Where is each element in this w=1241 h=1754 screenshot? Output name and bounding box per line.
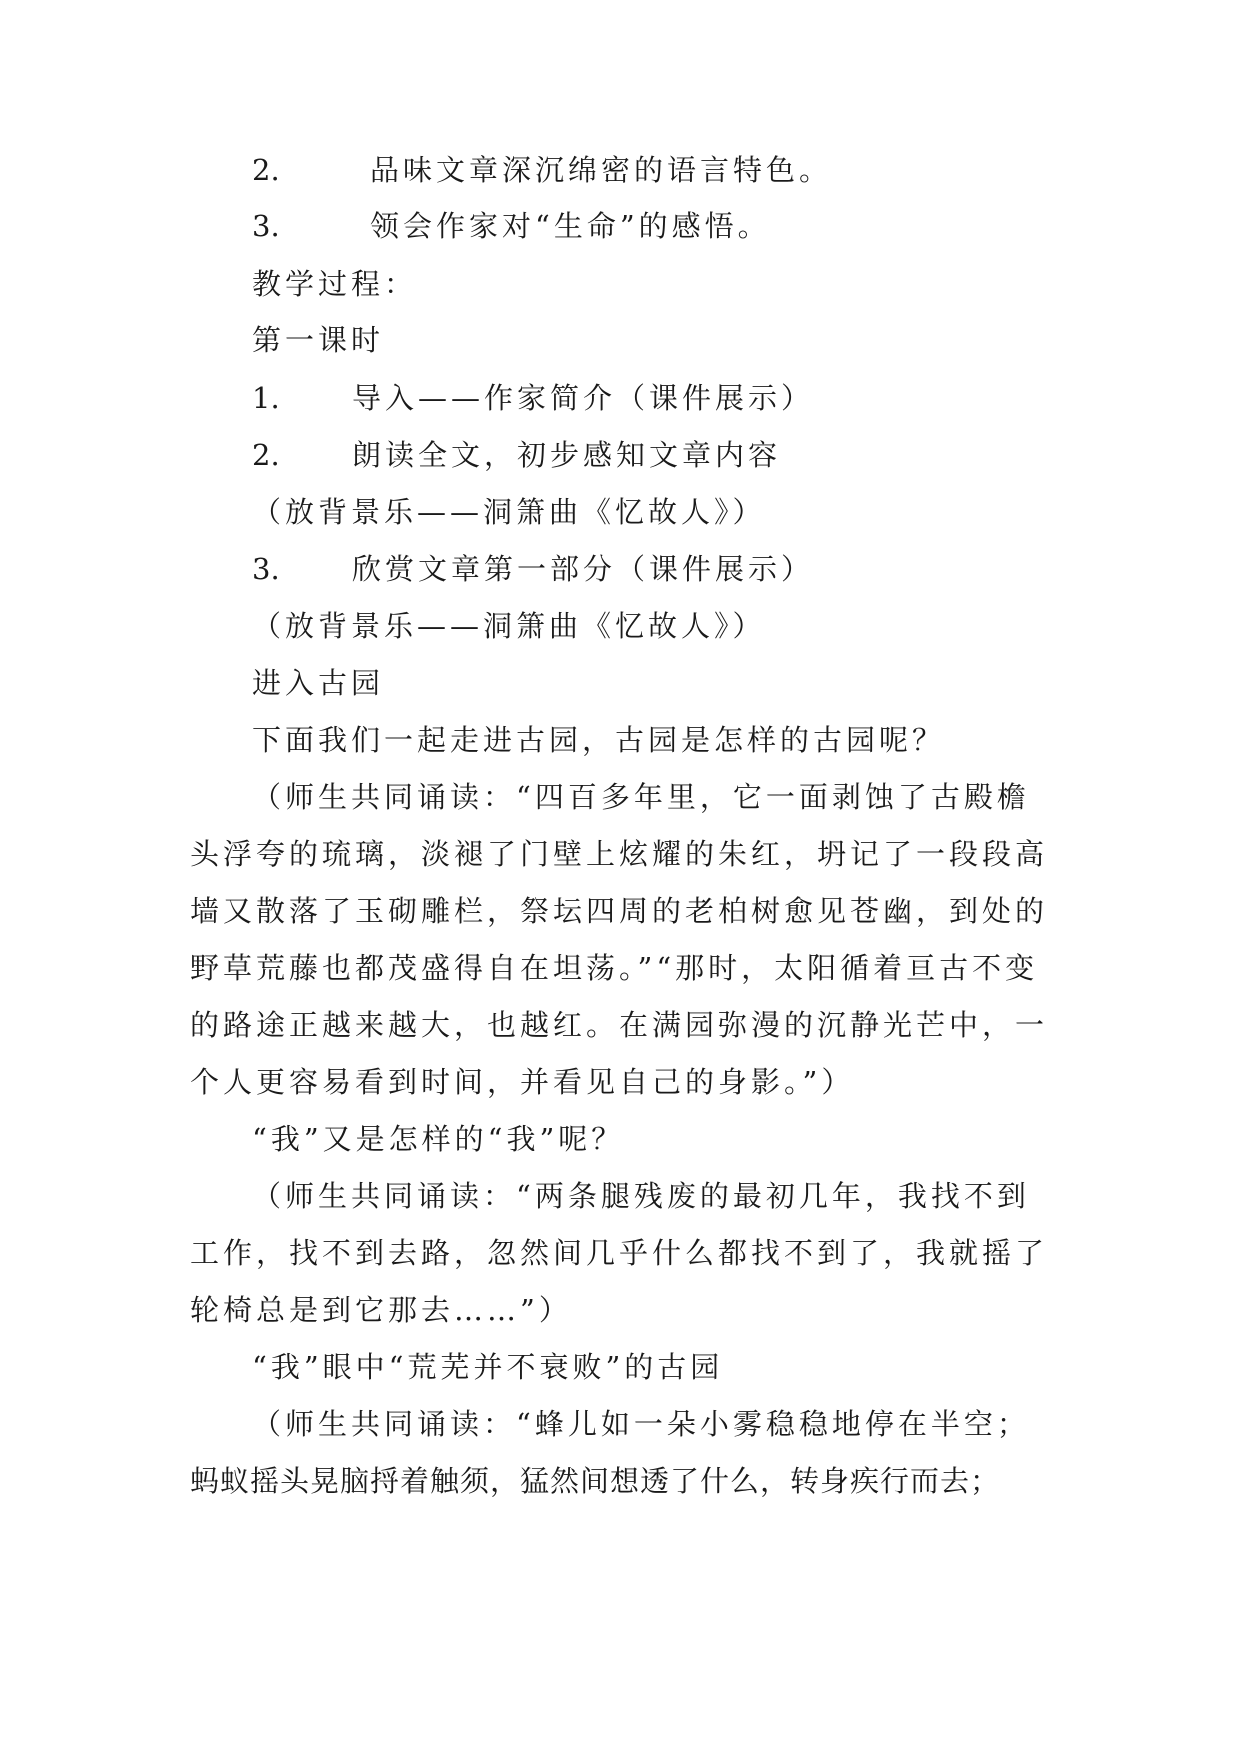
reading-1-line-1: （师生共同诵读：“四百多年里，它一面剥蚀了古殿檐 xyxy=(252,780,1030,814)
objective-2 xyxy=(252,150,832,190)
reading-3-line-1: （师生共同诵读：“蜂儿如一朵小雾稳稳地停在半空； xyxy=(252,1407,1030,1441)
step-1 xyxy=(252,378,814,418)
music-note-2: （放背景乐——洞箫曲《忆故人》） xyxy=(252,609,766,643)
garden-heading: “我”眼中“荒芜并不衰败”的古园 xyxy=(252,1350,724,1384)
step-3 xyxy=(252,549,814,589)
step-number: 3. xyxy=(252,552,280,586)
objective-text: 领会作家对“生命”的感悟。 xyxy=(370,209,771,243)
question-1: 下面我们一起走进古园，古园是怎样的古园呢？ xyxy=(252,723,946,757)
reading-1-line-4: 野草荒藤也都茂盛得自在坦荡。”“那时，太阳循着亘古不变 xyxy=(190,951,1039,985)
step-2 xyxy=(252,435,781,475)
lesson-heading: 第一课时 xyxy=(252,323,385,357)
music-note-1: （放背景乐——洞箫曲《忆故人》） xyxy=(252,495,766,529)
reading-1-line-6: 个人更容易看到时间，并看见自己的身影。”） xyxy=(190,1065,855,1099)
objective-3 xyxy=(252,206,771,246)
enter-garden-heading: 进入古园 xyxy=(252,666,385,700)
objective-text: 品味文章深沉绵密的语言特色。 xyxy=(370,153,833,187)
objective-number: 2. xyxy=(252,153,280,187)
reading-1-line-3: 墙又散落了玉砌雕栏，祭坛四周的老柏树愈见苍幽，到处的 xyxy=(190,894,1049,928)
objective-number: 3. xyxy=(252,209,280,243)
step-number: 2. xyxy=(252,438,280,472)
step-text: 欣赏文章第一部分（课件展示） xyxy=(352,552,815,586)
question-2: “我”又是怎样的“我”呢？ xyxy=(252,1122,625,1156)
reading-1-line-2: 头浮夸的琉璃，淡褪了门壁上炫耀的朱红，坍记了一段段高 xyxy=(190,837,1049,871)
step-text: 朗读全文，初步感知文章内容 xyxy=(352,438,782,472)
reading-2-line-3: 轮椅总是到它那去……”） xyxy=(190,1293,572,1327)
step-text: 导入——作家简介（课件展示） xyxy=(352,381,815,415)
reading-2-line-2: 工作，找不到去路，忽然间几乎什么都找不到了，我就摇了 xyxy=(190,1236,1049,1270)
process-heading: 教学过程： xyxy=(252,267,418,301)
step-number: 1. xyxy=(252,381,280,415)
reading-1-line-5: 的路途正越来越大，也越红。在满园弥漫的沉静光芒中，一 xyxy=(190,1008,1049,1042)
reading-2-line-1: （师生共同诵读：“两条腿残废的最初几年，我找不到 xyxy=(252,1179,1030,1213)
reading-3-line-2: 蚂蚁摇头晃脑捋着触须，猛然间想透了什么，转身疾行而去； xyxy=(190,1464,1001,1498)
